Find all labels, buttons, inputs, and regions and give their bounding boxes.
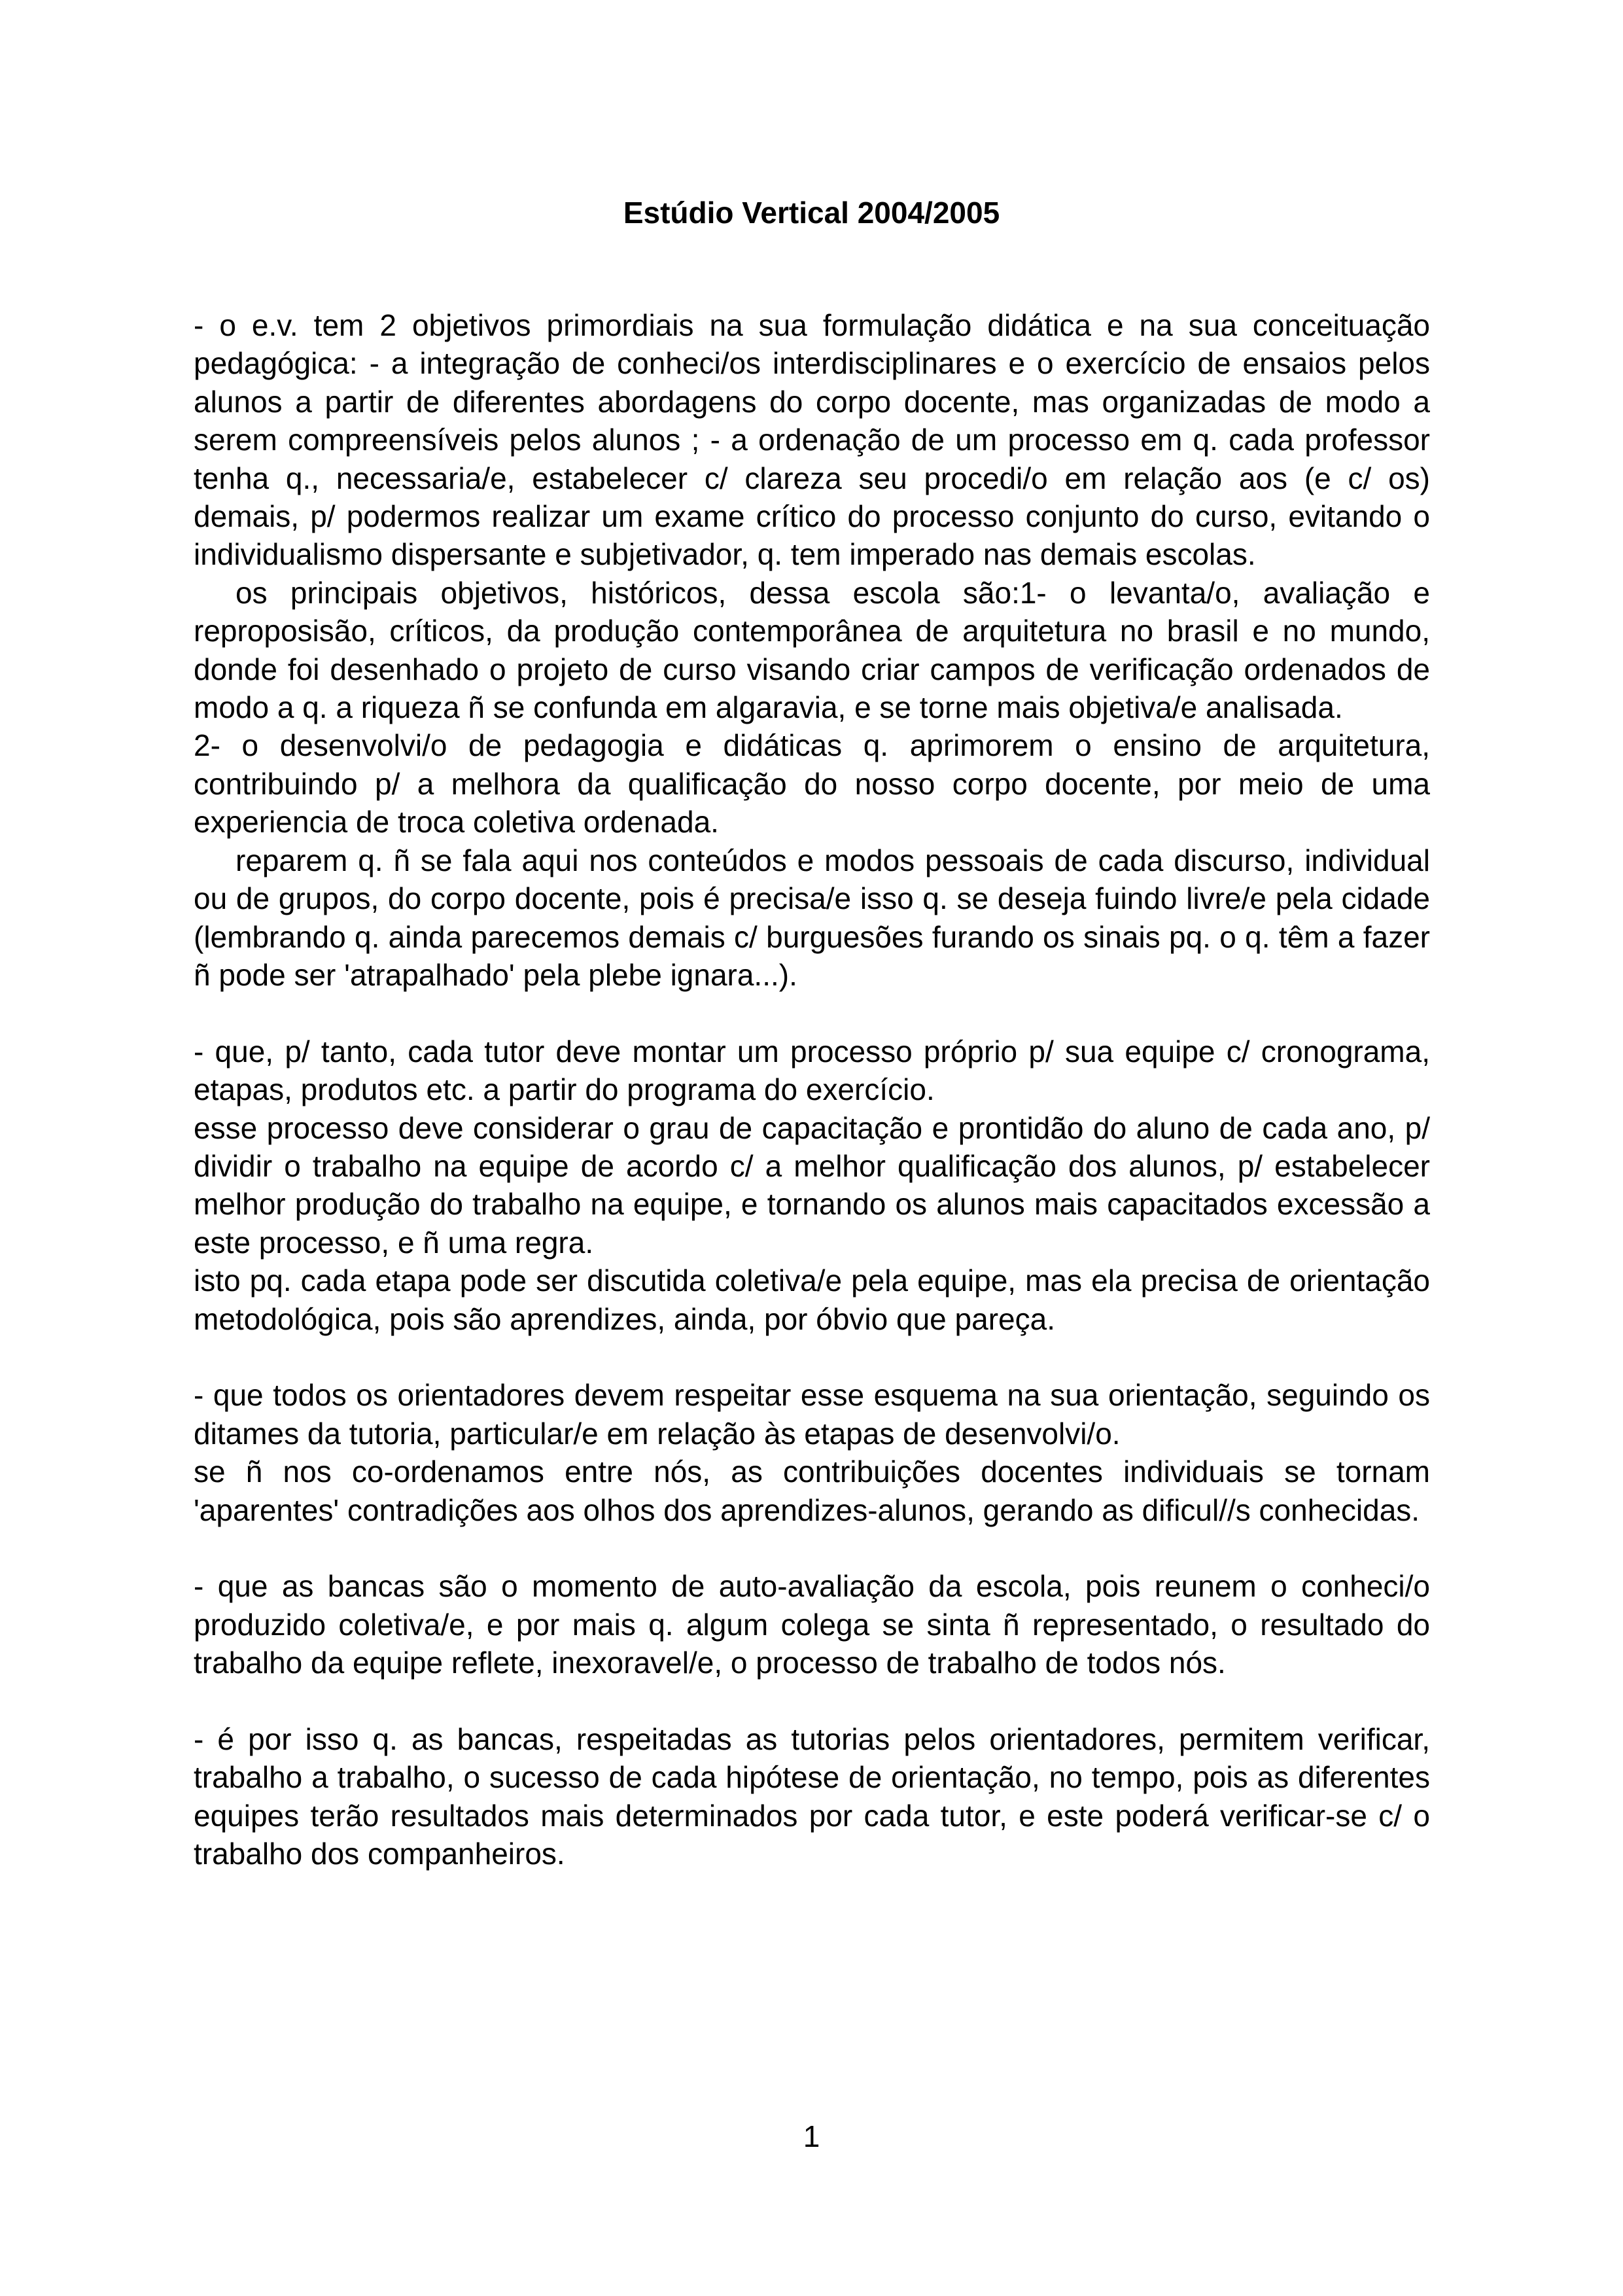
paragraph-historical-objectives: os principais objetivos, históricos, dessa escola são:1- o levanta/o, avaliação e reproposisão, críticos, da produção contemporânea de arquitetura no brasil e no mundo, donde foi desenhado o projeto de curso visando criar campos de verificação ordenados de modo a q. a riqueza ñ se confunda em algaravia, e se torne mais objetiva/e analisada. [194,575,1430,725]
paragraph-tutor-process: - que, p/ tanto, cada tutor deve montar um processo próprio p/ sua equipe c/ cronograma, etapas, produtos etc. a partir do programa do exercício. [194,1034,1430,1107]
page-number: 1 [803,2119,820,2153]
paragraph-coordination: se ñ nos co-ordenamos entre nós, as contribuições docentes individuais se tornam 'aparentes' contradições aos olhos dos aprendizes-alunos, gerando as dificul//s conhecidas. [194,1455,1430,1527]
paragraph-objectives-intro: - o e.v. tem 2 objetivos primordiais na sua formulação didática e na sua conceituação pedagógica: - a integração de conheci/os interdisciplinares e o exercício de ensaios pelos alunos a partir de diferentes abordagens do corpo docente, mas organizadas de modo a serem compreensíveis pelos alunos ; - a ordenação de um processo em q. cada professor tenha q., necessaria/e, estabelecer c/ clareza seu procedi/o em relação aos (e c/ os) demais, p/ podermos realizar um exame crítico do processo conjunto do curso, evitando o individualismo dispersante e subjetivador, q. tem imperado nas demais escolas. [194,308,1430,572]
paragraph-note-on-content: reparem q. ñ se fala aqui nos conteúdos e modos pessoais de cada discurso, individual ou de grupos, do corpo docente, pois é precisa/e isso q. se deseja fuindo livre/e pela cidade (lembrando q. ainda parecemos demais c/ burguesões furando os sinais pq. o q. têm a fazer ñ pode ser 'atrapalhado' pela plebe ignara...). [194,843,1430,992]
paragraph-bancas-self-evaluation: - que as bancas são o momento de auto-avaliação da escola, pois reunem o conheci/o produzido coletiva/e, e por mais q. algum colega se sinta ñ representado, o resultado do trabalho da equipe reflete, inexoravel/e, o processo de trabalho de todos nós. [194,1569,1430,1680]
document-body [194,306,1430,1873]
document-title: Estúdio Vertical 2004/2005 [623,196,1000,230]
paragraph-bancas-verification: - é por isso q. as bancas, respeitadas as tutorias pelos orientadores, permitem verificar, trabalho a trabalho, o sucesso de cada hipótese de orientação, no tempo, pois as diferentes equipes terão resultados mais determinados por cada tutor, e este poderá verificar-se c/ o trabalho dos companheiros. [194,1722,1430,1871]
paragraph-orientators-scheme: - que todos os orientadores devem respeitar esse esquema na sua orientação, seguindo os ditames da tutoria, particular/e em relação às etapas de desenvolvi/o. [194,1378,1430,1451]
paragraph-methodological-orientation: isto pq. cada etapa pode ser discutida coletiva/e pela equipe, mas ela precisa de orientação metodológica, pois são aprendizes, ainda, por óbvio que pareça. [194,1263,1430,1336]
paragraph-pedagogy-development: 2- o desenvolvi/o de pedagogia e didáticas q. aprimorem o ensino de arquitetura, contribuindo p/ a melhora da qualificação do nosso corpo docente, por meio de uma experiencia de troca coletiva ordenada. [194,728,1430,839]
paragraph-process-capacitation: esse processo deve considerar o grau de capacitação e prontidão do aluno de cada ano, p/ dividir o trabalho na equipe de acordo c/ a melhor qualificação dos alunos, p/ estabelecer melhor produção do trabalho na equipe, e tornando os alunos mais capacitados excessão a este processo, e ñ uma regra. [194,1110,1430,1260]
